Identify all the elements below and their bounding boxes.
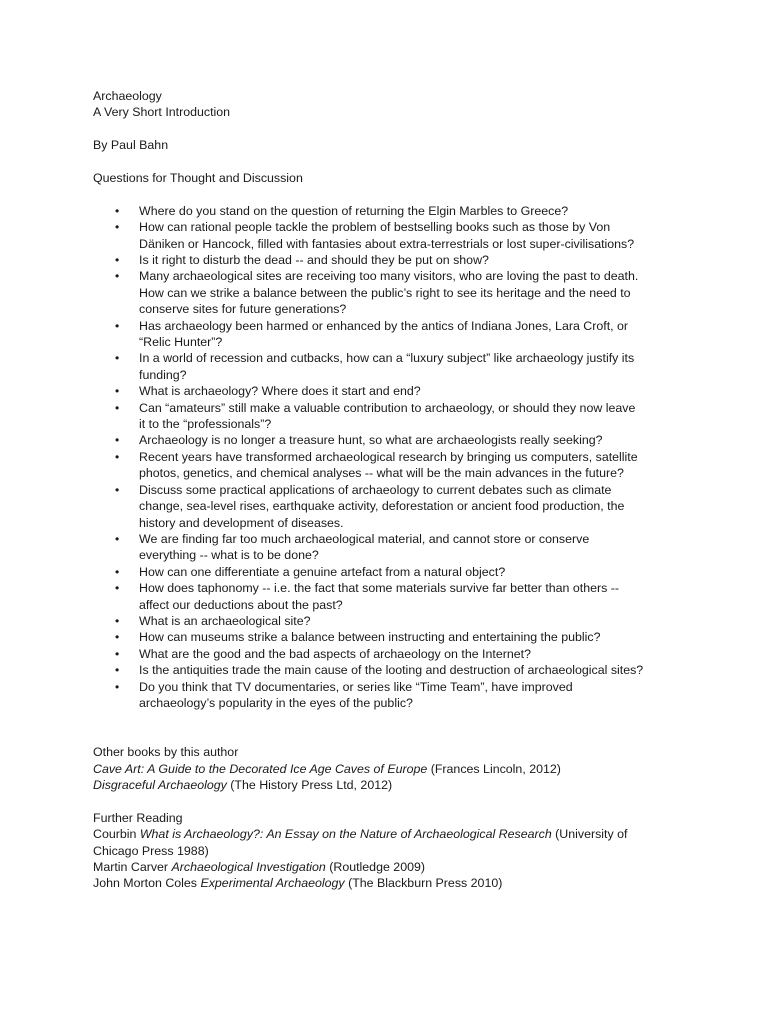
reading-entry (93, 859, 708, 875)
question-text: Many archaeological sites are receiving too many visitors, who are loving the past to death. (139, 269, 639, 284)
question-text: Do you think that TV documentaries, or series like “Time Team”, have improved (139, 679, 573, 694)
question-item (115, 646, 708, 662)
reading-author: John Morton Coles (93, 876, 201, 891)
question-text: funding? (139, 367, 187, 382)
question-text: What is an archaeological site? (139, 613, 311, 628)
bullet-icon: • (115, 220, 120, 235)
bullet-icon: • (115, 531, 120, 546)
question-text: How does taphonomy -- i.e. the fact that some materials survive far better than others -- (139, 581, 620, 596)
question-text: How can we strike a balance between the public’s right to see its heritage and the need to (139, 285, 631, 300)
question-item (115, 252, 708, 268)
question-item (115, 531, 708, 564)
other-books-list (93, 761, 708, 794)
section-heading: Questions for Thought and Discussion (93, 171, 303, 185)
question-item (115, 580, 708, 613)
question-text: What is archaeology? Where does it start and end? (139, 384, 421, 399)
question-item (115, 432, 708, 448)
spacer (93, 186, 708, 202)
bullet-icon: • (115, 663, 120, 678)
question-item (115, 400, 708, 433)
book-publisher: (Frances Lincoln, 2012) (427, 761, 561, 776)
bullet-icon: • (115, 351, 120, 366)
question-item (115, 449, 708, 482)
bullet-icon: • (115, 679, 120, 694)
question-text: Is it right to disturb the dead -- and should they be put on show? (139, 253, 489, 268)
reading-author: Martin Carver (93, 860, 172, 875)
book-title: Archaeology (93, 89, 162, 103)
question-text: We are finding far too much archaeological material, and cannot store or conserve (139, 531, 590, 546)
question-text: change, sea-level rises, earthquake activity, deforestation or ancient food production, the (139, 499, 625, 514)
question-item (115, 482, 708, 531)
spacer (93, 121, 708, 137)
book-title-italic: Disgraceful Archaeology (93, 778, 227, 792)
bullet-icon: • (115, 613, 120, 628)
reading-entry (93, 826, 708, 842)
bullet-icon: • (115, 482, 120, 497)
question-item (115, 203, 708, 219)
bullet-icon: • (115, 581, 120, 596)
reading-title-italic: Archaeological Investigation (171, 860, 326, 875)
bullet-icon: • (115, 433, 120, 448)
reading-author: Courbin (93, 827, 140, 842)
question-text: Discuss some practical applications of archaeology to current debates such as climate (139, 482, 612, 497)
reading-publisher: (University of (551, 827, 628, 842)
bullet-icon: • (115, 449, 120, 464)
question-item (115, 383, 708, 399)
other-books-heading: Other books by this author (93, 745, 239, 760)
reading-title-italic: What is Archaeology?: An Essay on the Nature of Archaeological Research (139, 827, 552, 842)
question-text: “Relic Hunter”? (139, 335, 223, 350)
question-text: How can rational people tackle the problem of bestselling books such as those by Von (139, 220, 611, 235)
further-reading-list (93, 826, 708, 892)
question-item (115, 662, 708, 678)
question-text: How can museums strike a balance between instructing and entertaining the public? (139, 630, 601, 645)
spacer (93, 154, 708, 170)
question-text: history and development of diseases. (139, 515, 344, 530)
bullet-icon: • (115, 564, 120, 579)
question-list (93, 203, 708, 712)
bullet-icon: • (115, 646, 120, 661)
question-item (115, 268, 708, 317)
reading-publisher: (The Blackburn Press 2010) (344, 876, 503, 891)
question-text: Where do you stand on the question of returning the Elgin Marbles to Greece? (139, 203, 569, 218)
bullet-icon: • (115, 630, 120, 645)
question-item (115, 679, 708, 712)
book-entry (93, 761, 708, 777)
question-text: affect our deductions about the past? (139, 597, 343, 612)
reading-title-italic: Experimental Archaeology (200, 876, 345, 891)
reading-publisher-continued: Chicago Press 1988) (93, 843, 209, 858)
question-text: How can one differentiate a genuine artefact from a natural object? (139, 564, 506, 579)
question-text: Has archaeology been harmed or enhanced by the antics of Indiana Jones, Lara Croft, or (139, 318, 629, 333)
question-text: Can “amateurs” still make a valuable contribution to archaeology, or should they now leave (139, 400, 636, 415)
question-text: archaeology’s popularity in the eyes of the public? (139, 695, 413, 710)
bullet-icon: • (115, 400, 120, 415)
author-line: By Paul Bahn (93, 138, 169, 153)
question-text: photos, genetics, and chemical analyses -- what will be the main advances in the future? (139, 466, 624, 481)
question-item (115, 629, 708, 645)
question-text: Is the antiquities trade the main cause of the looting and destruction of archaeological sites? (139, 663, 644, 678)
question-text: Recent years have transformed archaeological research by bringing us computers, satellite (139, 449, 638, 464)
further-reading-heading: Further Reading (93, 810, 183, 825)
question-item (115, 350, 708, 383)
bullet-icon: • (115, 269, 120, 284)
book-subtitle: A Very Short Introduction (93, 105, 231, 120)
book-title-italic: Cave Art: A Guide to the Decorated Ice Age Caves of Europe (93, 761, 428, 776)
spacer (93, 711, 708, 744)
question-text: Archaeology is no longer a treasure hunt, so what are archaeologists really seeking? (139, 433, 603, 448)
question-text: everything -- what is to be done? (139, 548, 319, 563)
bullet-icon: • (115, 253, 120, 268)
question-text: Däniken or Hancock, filled with fantasies about extra-terrestrials or lost super-civilisations? (139, 236, 635, 251)
question-item (115, 564, 708, 580)
question-text: conserve sites for future generations? (139, 302, 347, 317)
question-item (115, 318, 708, 351)
bullet-icon: • (115, 384, 120, 399)
question-text: What are the good and the bad aspects of archaeology on the Internet? (139, 646, 531, 661)
question-text: In a world of recession and cutbacks, how can a “luxury subject” like archaeology justify its (139, 351, 635, 366)
question-text: it to the “professionals”? (139, 417, 272, 432)
book-publisher: (The History Press Ltd, 2012) (226, 778, 393, 792)
spacer (93, 793, 708, 809)
question-item (115, 613, 708, 629)
question-item (115, 219, 708, 252)
reading-entry (93, 875, 708, 891)
book-entry (93, 777, 708, 793)
reading-publisher: (Routledge 2009) (325, 860, 425, 875)
bullet-icon: • (115, 203, 120, 218)
bullet-icon: • (115, 318, 120, 333)
